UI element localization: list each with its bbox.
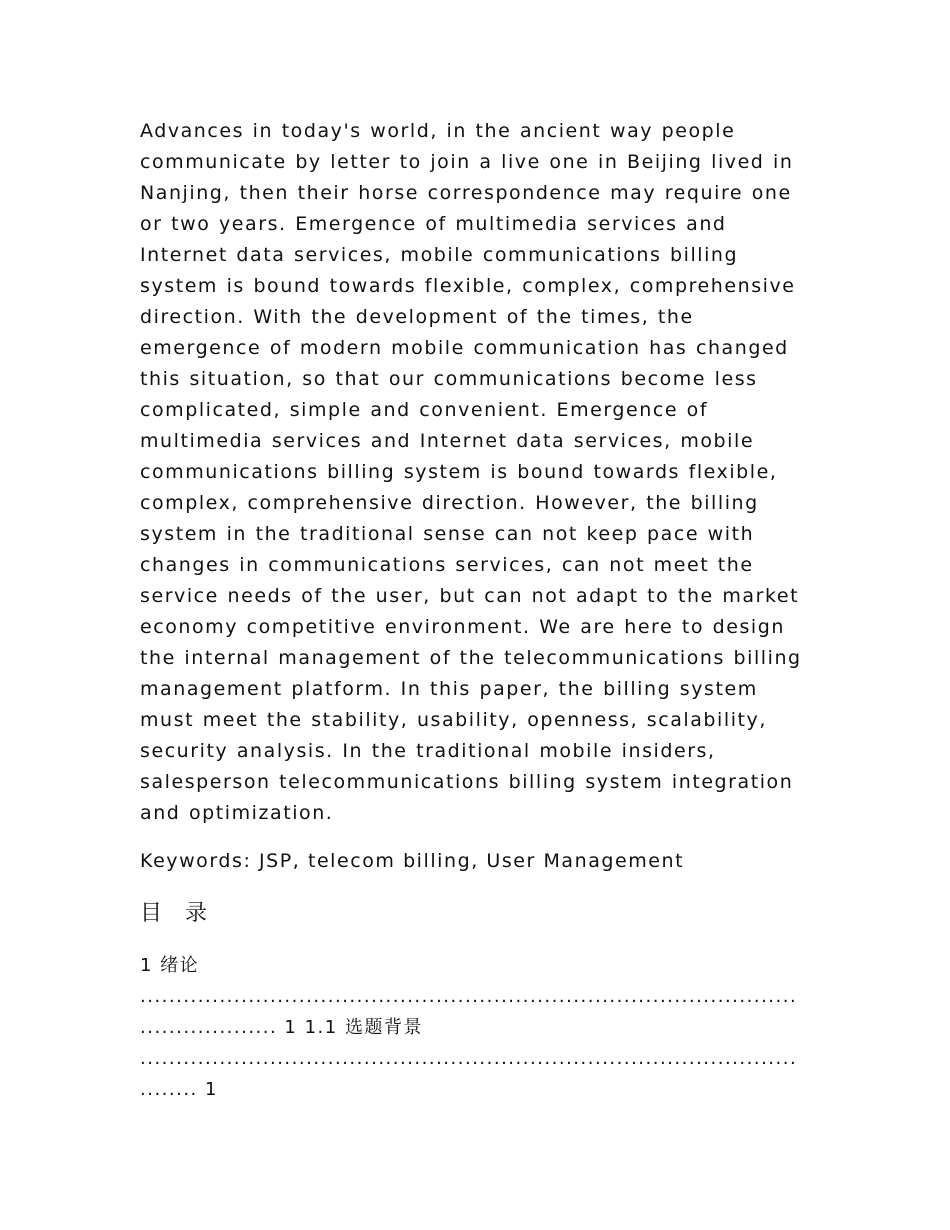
toc-line: ........ 1 (140, 1079, 218, 1100)
abstract-paragraph: Advances in today's world, in the ancient way people communicate by letter to join a live one in Beijing lived in Nanjing, then their horse correspondence may require one or two years. Emergence of multimedia services and Internet data services, mobile communications billing system is bound towards flexible, complex, comprehensive direction. With the development of the times, the emergence of modern mobile communication has changed this situation, so that our communications become less complicated, simple and convenient. Emergence of multimedia services and Internet data services, mobile communications billing system is bound towards flexible, complex, comprehensive direction. However, the billing system in the traditional sense can not keep pace with changes in communications services, can not meet the service needs of the user, but can not adapt to the market economy competitive environment. We are here to design the internal management of the telecommunications billing management platform. In this paper, the billing system must meet the stability, usability, openness, scalability, security analysis. In the traditional mobile insiders, salesperson telecommunications billing system integration and optimization. (140, 120, 802, 824)
toc-leader-line: ........................................................................................... (140, 1048, 798, 1069)
toc-leader-line: ........................................................................................... (140, 986, 798, 1007)
toc-line: ................... 1 1.1 选题背景 (140, 1017, 423, 1038)
toc-line: 1 绪论 (140, 955, 200, 976)
table-of-contents (140, 950, 805, 1105)
toc-heading: 目 录 (140, 901, 215, 926)
keywords-line: Keywords: JSP, telecom billing, User Management (140, 850, 685, 872)
